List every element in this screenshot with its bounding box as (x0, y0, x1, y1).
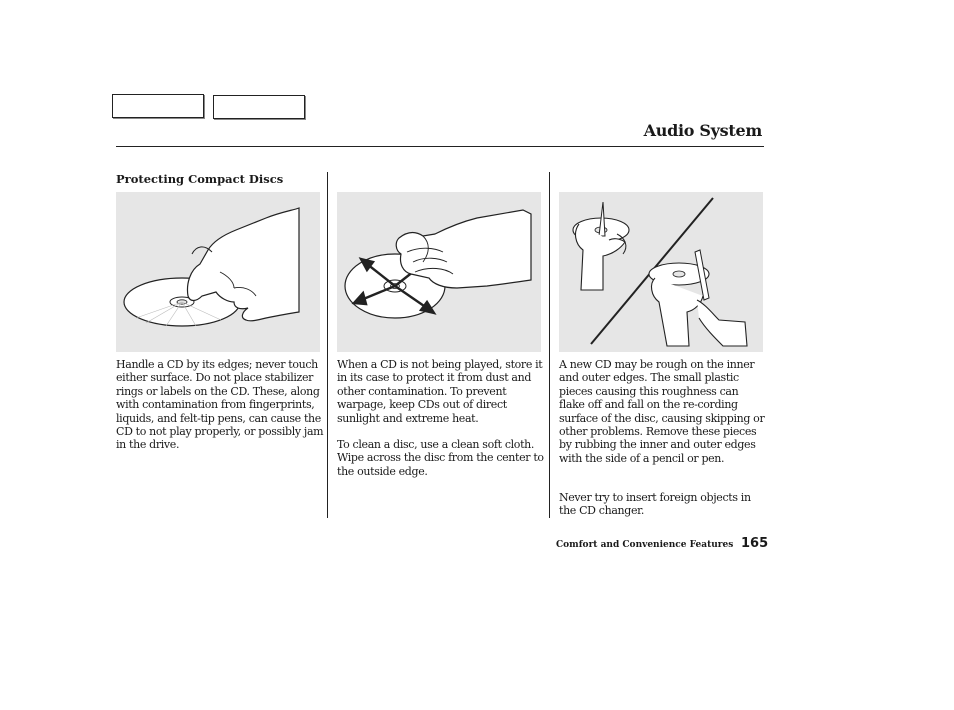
page-title: Audio System (643, 121, 762, 140)
figure-clean-cd (337, 192, 541, 352)
title-divider (116, 146, 764, 147)
pen-smoothing-cd-edges-illustration (559, 192, 763, 352)
figure-remove-rough-edges (559, 192, 763, 352)
paragraph-foreign-objects: Never try to insert foreign objects in the CD changer. (559, 491, 751, 518)
column-divider-1 (327, 172, 328, 518)
paragraph-rough-edges: A new CD may be rough on the inner and outer edges. The small plastic pieces causing this roughness can flake off and fall on the re-cording surface of the disc, causing skipping or other problems. Remove these pieces by rubbing the inner and outer edges with the side of a pencil or pen. (559, 358, 765, 465)
nav-tab-main-menu[interactable] (112, 94, 204, 118)
cloth-wiping-cd-illustration (337, 192, 541, 352)
paragraph-store-cd: When a CD is not being played, store it in its case to protect it from dust and other contamination. To prevent warpage, keep CDs out of direct sunlight and extreme heat. (337, 358, 543, 425)
nav-tab-table-of-contents[interactable] (213, 95, 305, 119)
paragraph-handle-cd: Handle a CD by its edges; never touch either surface. Do not place stabilizer rings or labels on the CD. These, along with contamination from fingerprints, liquids, and felt-tip pens, can cause the CD to not play properly, or possibly jam in the drive. (116, 358, 324, 452)
footer-section-label: Comfort and Convenience Features (556, 540, 734, 550)
column-divider-2 (549, 172, 550, 518)
hand-holding-cd-illustration (116, 192, 320, 352)
paragraph-clean-cd: To clean a disc, use a clean soft cloth. Wipe across the disc from the center to the outside edge. (337, 438, 544, 478)
section-heading: Protecting Compact Discs (116, 172, 284, 186)
page-number: 165 (741, 536, 769, 551)
figure-handle-cd (116, 192, 320, 352)
